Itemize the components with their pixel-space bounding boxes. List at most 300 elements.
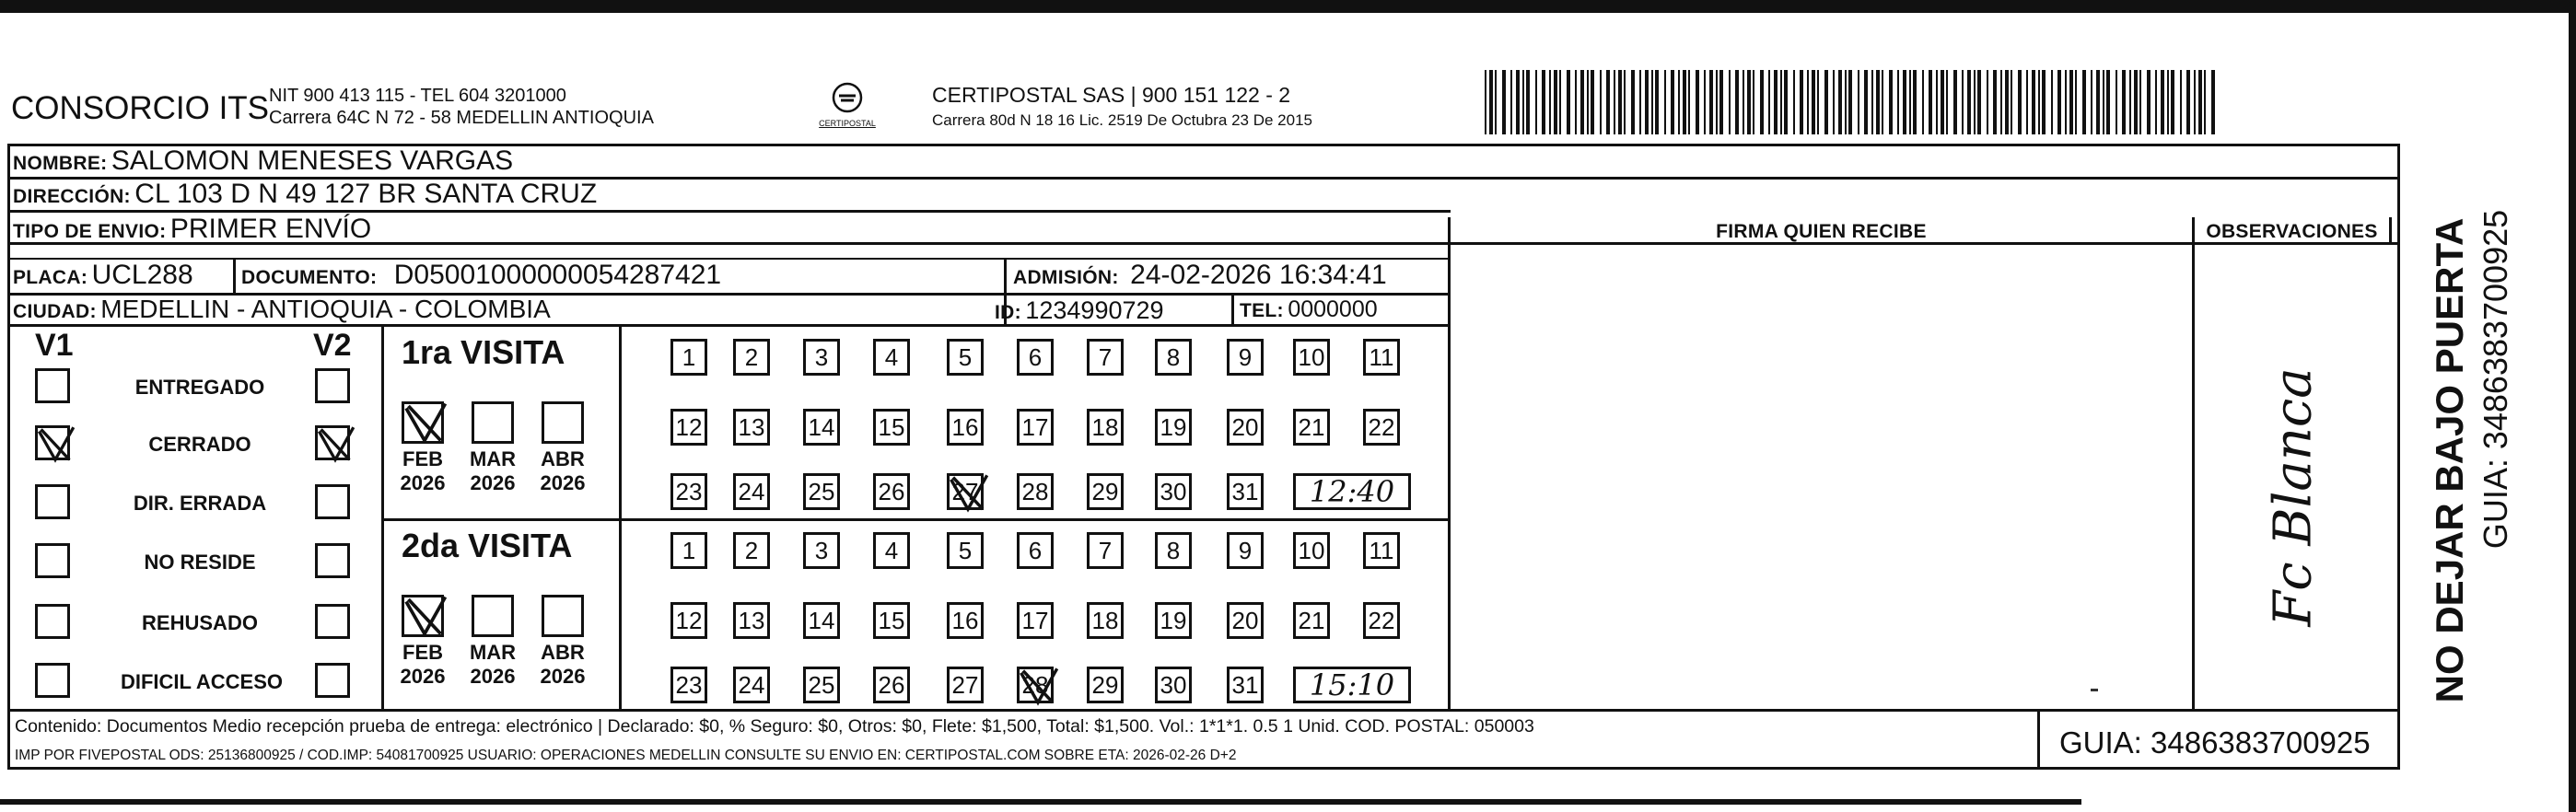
day-box[interactable] — [1017, 409, 1054, 446]
day-box[interactable] — [1363, 409, 1400, 446]
day-number: 19 — [1160, 606, 1187, 634]
day-box[interactable] — [670, 409, 707, 446]
barcode-bar — [1688, 70, 1690, 134]
tipo-envio-label: TIPO DE ENVIO: — [13, 221, 167, 242]
day-number: 29 — [1091, 477, 1119, 505]
barcode-bar — [1812, 70, 1815, 134]
day-number: 6 — [1028, 536, 1043, 564]
barcode-bar — [1716, 70, 1718, 134]
barcode-bar — [1962, 70, 1964, 134]
admision-label: ADMISIÓN: — [1013, 267, 1119, 288]
barcode-bar — [2069, 70, 2073, 134]
day-box[interactable] — [1017, 339, 1054, 376]
check-mark-icon — [402, 401, 448, 447]
barcode-bar — [2065, 70, 2067, 134]
day-number: 25 — [808, 477, 835, 505]
day-box[interactable] — [733, 667, 770, 703]
status-label: REHUSADO — [142, 611, 258, 634]
barcode-bar — [1747, 70, 1751, 134]
v1-checkbox[interactable] — [35, 663, 70, 698]
day-box[interactable] — [803, 532, 840, 569]
barcode-bar — [1526, 70, 1530, 134]
day-box[interactable] — [1293, 409, 1330, 446]
barcode-bar — [1719, 70, 1723, 134]
barcode-bar — [1936, 70, 1938, 134]
barcode-bar — [2051, 70, 2053, 134]
day-box[interactable] — [1227, 667, 1264, 703]
day-box[interactable] — [1155, 409, 1192, 446]
day-box[interactable] — [733, 532, 770, 569]
status-label: DIFICIL ACCESO — [120, 670, 283, 693]
nit-line: NIT 900 413 115 - TEL 604 3201000 — [269, 86, 566, 106]
tel-row — [1240, 296, 1378, 323]
month-year: 2026 — [540, 471, 586, 494]
month-label — [395, 641, 450, 689]
v1-checkbox[interactable] — [35, 368, 70, 403]
day-number: 26 — [878, 477, 905, 505]
visit-time: 12:40 — [1309, 474, 1395, 509]
barcode-bar — [2161, 70, 2164, 134]
day-number: 16 — [951, 606, 979, 634]
barcode-bar — [1974, 70, 1976, 134]
day-box[interactable] — [1155, 473, 1192, 510]
day-number: 8 — [1166, 342, 1181, 371]
day-box[interactable] — [733, 473, 770, 510]
barcode-bar — [2011, 70, 2012, 134]
barcode-bar — [1591, 70, 1594, 134]
barcode-bar — [1709, 70, 1713, 134]
day-box[interactable] — [1227, 473, 1264, 510]
day-box[interactable] — [1293, 532, 1330, 569]
month-checkbox[interactable] — [542, 401, 584, 444]
day-box[interactable] — [947, 473, 984, 510]
v2-checkbox[interactable] — [315, 368, 350, 403]
day-number: 6 — [1028, 342, 1043, 371]
admision-row — [1013, 260, 1387, 291]
v2-checkbox[interactable] — [315, 543, 350, 578]
day-number: 27 — [951, 670, 979, 699]
barcode-bar — [1967, 70, 1971, 134]
barcode-bar — [2106, 70, 2110, 134]
barcode-bar — [2005, 70, 2009, 134]
day-box[interactable] — [1363, 339, 1400, 376]
barcode-bar — [1743, 70, 1744, 134]
day-number: 31 — [1231, 670, 1259, 699]
day-number: 1 — [682, 342, 696, 371]
day-box[interactable] — [947, 409, 984, 446]
barcode-bar — [1848, 70, 1852, 134]
day-number: 8 — [1166, 536, 1181, 564]
barcode-bar — [2211, 70, 2215, 134]
day-box[interactable] — [873, 602, 910, 639]
day-number: 24 — [738, 670, 765, 699]
logo-icon — [831, 81, 864, 114]
day-box[interactable] — [1227, 409, 1264, 446]
firma-label: FIRMA QUIEN RECIBE — [1716, 221, 1927, 242]
day-box[interactable] — [1087, 532, 1124, 569]
day-box[interactable] — [1363, 602, 1400, 639]
nombre-value: SALOMON MENESES VARGAS — [111, 145, 514, 176]
barcode-bar — [1824, 70, 1828, 134]
id-label: ID: — [995, 302, 1021, 323]
day-number: 3 — [814, 536, 829, 564]
month-label — [395, 447, 450, 495]
barcode-bar — [2147, 70, 2151, 134]
month-label — [465, 447, 520, 495]
barcode-bar — [1624, 70, 1626, 134]
day-box[interactable] — [803, 339, 840, 376]
scan-bottom-edge — [0, 799, 2081, 805]
check-mark-icon — [315, 425, 356, 466]
barcode-bar — [2180, 70, 2182, 134]
day-number: 19 — [1160, 412, 1187, 441]
certipostal-address: Carrera 80d N 18 16 Lic. 2519 De Octubra 23 De 2015 — [932, 111, 1312, 129]
day-number: 12 — [675, 412, 703, 441]
day-box[interactable] — [1017, 667, 1054, 703]
day-box[interactable] — [733, 409, 770, 446]
month-year: 2026 — [470, 665, 516, 688]
v1-checkbox[interactable] — [35, 484, 70, 519]
day-box[interactable] — [733, 339, 770, 376]
documento-label: DOCUMENTO: — [241, 267, 378, 288]
day-number: 7 — [1098, 342, 1113, 371]
month-year: 2026 — [400, 665, 446, 688]
barcode-bar — [1897, 70, 1899, 134]
side-title: NO DEJAR BAJO PUERTA — [2428, 217, 2471, 703]
day-box[interactable] — [1155, 532, 1192, 569]
day-number: 21 — [1298, 606, 1325, 634]
barcode-bar — [1735, 70, 1739, 134]
day-number: 28 — [1021, 670, 1049, 699]
barcode-bar — [1704, 70, 1706, 134]
barcode-bar — [1768, 70, 1770, 134]
barcode-bar — [1833, 70, 1835, 134]
day-box[interactable] — [803, 667, 840, 703]
barcode-bar — [1929, 70, 1932, 134]
day-box[interactable] — [803, 409, 840, 446]
day-box[interactable] — [670, 667, 707, 703]
barcode-bar — [1567, 70, 1570, 134]
v1-checkbox[interactable] — [35, 604, 70, 639]
barcode-bar — [2186, 70, 2190, 134]
day-box[interactable] — [1155, 602, 1192, 639]
v1-checkbox[interactable] — [35, 425, 70, 460]
nombre-row — [13, 145, 513, 177]
day-number: 18 — [1091, 412, 1119, 441]
month-name: MAR — [469, 641, 517, 664]
day-box[interactable] — [803, 473, 840, 510]
barcode-bar — [2171, 70, 2174, 134]
barcode-bar — [1729, 70, 1731, 134]
barcode-bar — [2204, 70, 2206, 134]
status-label: DIR. ERRADA — [133, 492, 267, 515]
day-number: 11 — [1369, 536, 1394, 564]
barcode-bar — [1784, 70, 1788, 134]
day-number: 24 — [738, 477, 765, 505]
day-box[interactable] — [947, 667, 984, 703]
day-box[interactable] — [670, 339, 707, 376]
barcode-bar — [1876, 70, 1880, 134]
day-number: 9 — [1238, 536, 1253, 564]
barcode-bar — [2075, 70, 2077, 134]
v1-header: V1 — [35, 328, 74, 363]
day-number: 11 — [1369, 342, 1394, 371]
day-box[interactable] — [1087, 667, 1124, 703]
day-box[interactable] — [670, 532, 707, 569]
day-number: 29 — [1091, 670, 1119, 699]
barcode-bar — [2026, 70, 2028, 134]
v2-header: V2 — [313, 328, 352, 363]
barcode-bar — [2096, 70, 2100, 134]
day-box[interactable] — [1087, 602, 1124, 639]
day-box[interactable] — [873, 473, 910, 510]
day-box[interactable] — [873, 409, 910, 446]
day-number: 22 — [1368, 606, 1395, 634]
day-number: 17 — [1021, 412, 1049, 441]
day-number: 10 — [1298, 342, 1325, 371]
barcode-bar — [2139, 70, 2141, 134]
month-checkbox[interactable] — [542, 595, 584, 637]
barcode-bar — [1864, 70, 1868, 134]
month-year: 2026 — [470, 471, 516, 494]
day-box[interactable] — [1017, 602, 1054, 639]
day-number: 4 — [884, 536, 899, 564]
day-box[interactable] — [873, 667, 910, 703]
day-number: 30 — [1160, 477, 1187, 505]
month-name: ABR — [541, 641, 585, 664]
direccion-row — [13, 179, 597, 210]
barcode-bar — [2057, 70, 2061, 134]
check-mark-icon — [402, 595, 448, 641]
day-number: 3 — [814, 342, 829, 371]
barcode-bar — [1549, 70, 1551, 134]
day-number: 28 — [1021, 477, 1049, 505]
v2-checkbox[interactable] — [315, 484, 350, 519]
day-box[interactable] — [1087, 409, 1124, 446]
barcode-bar — [1559, 70, 1561, 134]
scan-top-edge — [0, 0, 2576, 13]
barcode-bar — [1645, 70, 1649, 134]
barcode-bar — [2198, 70, 2202, 134]
barcode-bar — [2091, 70, 2092, 134]
day-box[interactable] — [670, 602, 707, 639]
barcode-bar — [1838, 70, 1842, 134]
company-name: CONSORCIO ITS — [11, 90, 270, 126]
status-label: CERRADO — [148, 433, 251, 456]
day-number: 15 — [878, 606, 905, 634]
barcode-bar — [1977, 70, 1981, 134]
admision-value: 24-02-2026 16:34:41 — [1130, 260, 1387, 290]
barcode-bar — [1516, 70, 1520, 134]
day-box[interactable] — [1293, 602, 1330, 639]
barcode-bar — [1522, 70, 1524, 134]
barcode-bar — [1993, 70, 1997, 134]
barcode-bar — [1871, 70, 1873, 134]
barcode-bar — [2122, 70, 2126, 134]
v1-checkbox[interactable] — [35, 543, 70, 578]
signature-mark — [2091, 689, 2098, 691]
day-box[interactable] — [1227, 339, 1264, 376]
day-number: 17 — [1021, 606, 1049, 634]
first-visit-title: 1ra VISITA — [402, 333, 565, 371]
day-number: 31 — [1231, 477, 1259, 505]
barcode-bar — [2042, 70, 2046, 134]
day-box[interactable] — [1155, 339, 1192, 376]
day-number: 21 — [1298, 412, 1325, 441]
barcode-bar — [1793, 70, 1795, 134]
month-name: ABR — [541, 447, 585, 470]
barcode-bar — [1639, 70, 1641, 134]
day-box[interactable] — [947, 339, 984, 376]
month-label — [535, 641, 590, 689]
day-number: 20 — [1231, 606, 1259, 634]
day-box[interactable] — [873, 339, 910, 376]
barcode-bar — [1606, 70, 1610, 134]
barcode-bar — [2194, 70, 2196, 134]
day-box[interactable] — [947, 602, 984, 639]
month-year: 2026 — [400, 471, 446, 494]
tel-label: TEL: — [1240, 300, 1284, 321]
barcode-bar — [1542, 70, 1545, 134]
company-details — [269, 85, 654, 129]
day-box[interactable] — [1363, 532, 1400, 569]
id-value: 1234990729 — [1025, 296, 1164, 324]
barcode-bar — [1845, 70, 1847, 134]
barcode-bar — [1696, 70, 1699, 134]
direccion-value: CL 103 D N 49 127 BR SANTA CRUZ — [134, 179, 598, 209]
day-box[interactable] — [1087, 339, 1124, 376]
day-number: 23 — [675, 477, 703, 505]
month-year: 2026 — [540, 665, 586, 688]
barcode-bar — [1664, 70, 1666, 134]
day-number: 9 — [1238, 342, 1253, 371]
barcode-bar — [2103, 70, 2104, 134]
barcode-bar — [1953, 70, 1957, 134]
day-number: 13 — [738, 412, 765, 441]
barcode-bar — [1502, 70, 1506, 134]
barcode-bar — [1535, 70, 1537, 134]
barcode-bar — [1882, 70, 1883, 134]
tipo-envio-row — [13, 214, 371, 245]
barcode-bar — [1554, 70, 1557, 134]
day-box[interactable] — [1227, 602, 1264, 639]
day-number: 27 — [951, 477, 979, 505]
status-label: ENTREGADO — [134, 376, 265, 399]
day-box[interactable] — [1017, 473, 1054, 510]
logo-text: CERTIPOSTAL — [819, 119, 876, 128]
barcode-bar — [1651, 70, 1653, 134]
certipostal-details — [932, 83, 1312, 130]
v2-checkbox[interactable] — [315, 425, 350, 460]
observaciones-handwritten: Fc Blanca — [2263, 367, 2324, 627]
barcode-bar — [1941, 70, 1944, 134]
visit-time-box[interactable] — [1293, 473, 1411, 510]
check-mark-icon — [947, 473, 989, 516]
barcode-bar — [1485, 70, 1486, 134]
barcode-bar — [2155, 70, 2157, 134]
month-label — [465, 641, 520, 689]
day-number: 1 — [682, 536, 696, 564]
v2-checkbox[interactable] — [315, 663, 350, 698]
day-box[interactable] — [873, 532, 910, 569]
barcode-bar — [2032, 70, 2035, 134]
barcode-bar — [2082, 70, 2086, 134]
day-box[interactable] — [1155, 667, 1192, 703]
barcode-bar — [1495, 70, 1497, 134]
day-number: 22 — [1368, 412, 1395, 441]
barcode-bar — [2129, 70, 2131, 134]
day-box[interactable] — [803, 602, 840, 639]
observaciones-label: OBSERVACIONES — [2206, 221, 2378, 242]
day-number: 25 — [808, 670, 835, 699]
day-number: 2 — [744, 536, 759, 564]
month-checkbox[interactable] — [402, 401, 444, 444]
barcode-bar — [1631, 70, 1635, 134]
day-box[interactable] — [1227, 532, 1264, 569]
day-number: 30 — [1160, 670, 1187, 699]
footer-guia: GUIA: 3486383700925 — [2059, 725, 2371, 760]
day-number: 20 — [1231, 412, 1259, 441]
day-number: 26 — [878, 670, 905, 699]
day-number: 12 — [675, 606, 703, 634]
day-number: 5 — [958, 342, 973, 371]
barcode-bar — [1683, 70, 1686, 134]
barcode — [1485, 70, 2218, 134]
barcode-bar — [1655, 70, 1659, 134]
documento-row — [241, 260, 721, 291]
day-box[interactable] — [1293, 339, 1330, 376]
footer-imp: IMP POR FIVEPOSTAL ODS: 25136800925 / COD.IMP: 54081700925 USUARIO: OPERACIONES MEDELLIN CONSULTE SU ENVIO EN: CERTIPOSTAL.COM SOBRE ETA: 2026-02-26 D+2 — [15, 748, 1237, 763]
v2-checkbox[interactable] — [315, 604, 350, 639]
visit-time-box[interactable] — [1293, 667, 1411, 703]
month-checkbox[interactable] — [402, 595, 444, 637]
id-row — [995, 296, 1164, 325]
day-box[interactable] — [733, 602, 770, 639]
barcode-bar — [1780, 70, 1782, 134]
barcode-bar — [2134, 70, 2138, 134]
barcode-bar — [2000, 70, 2002, 134]
month-checkbox[interactable] — [472, 401, 514, 444]
day-box[interactable] — [947, 532, 984, 569]
ciudad-label: CIUDAD: — [13, 301, 97, 322]
placa-row — [13, 260, 193, 291]
day-number: 14 — [808, 412, 835, 441]
nombre-label: NOMBRE: — [13, 153, 108, 174]
barcode-bar — [1614, 70, 1615, 134]
day-box[interactable] — [1087, 473, 1124, 510]
month-checkbox[interactable] — [472, 595, 514, 637]
barcode-bar — [1774, 70, 1778, 134]
certipostal-logo — [810, 81, 884, 128]
barcode-bar — [1800, 70, 1803, 134]
day-box[interactable] — [1017, 532, 1054, 569]
barcode-bar — [1807, 70, 1809, 134]
barcode-bar — [2038, 70, 2040, 134]
barcode-bar — [1753, 70, 1754, 134]
documento-value: D05001000000054287421 — [393, 260, 722, 290]
day-number: 18 — [1091, 606, 1119, 634]
day-box[interactable] — [670, 473, 707, 510]
day-number: 16 — [951, 412, 979, 441]
second-visit-title: 2da VISITA — [402, 527, 573, 564]
barcode-bar — [2018, 70, 2022, 134]
barcode-bar — [1510, 70, 1512, 134]
day-number: 15 — [878, 412, 905, 441]
barcode-bar — [1618, 70, 1622, 134]
direccion-label: DIRECCIÓN: — [13, 186, 131, 207]
barcode-bar — [1987, 70, 1988, 134]
barcode-bar — [2116, 70, 2117, 134]
